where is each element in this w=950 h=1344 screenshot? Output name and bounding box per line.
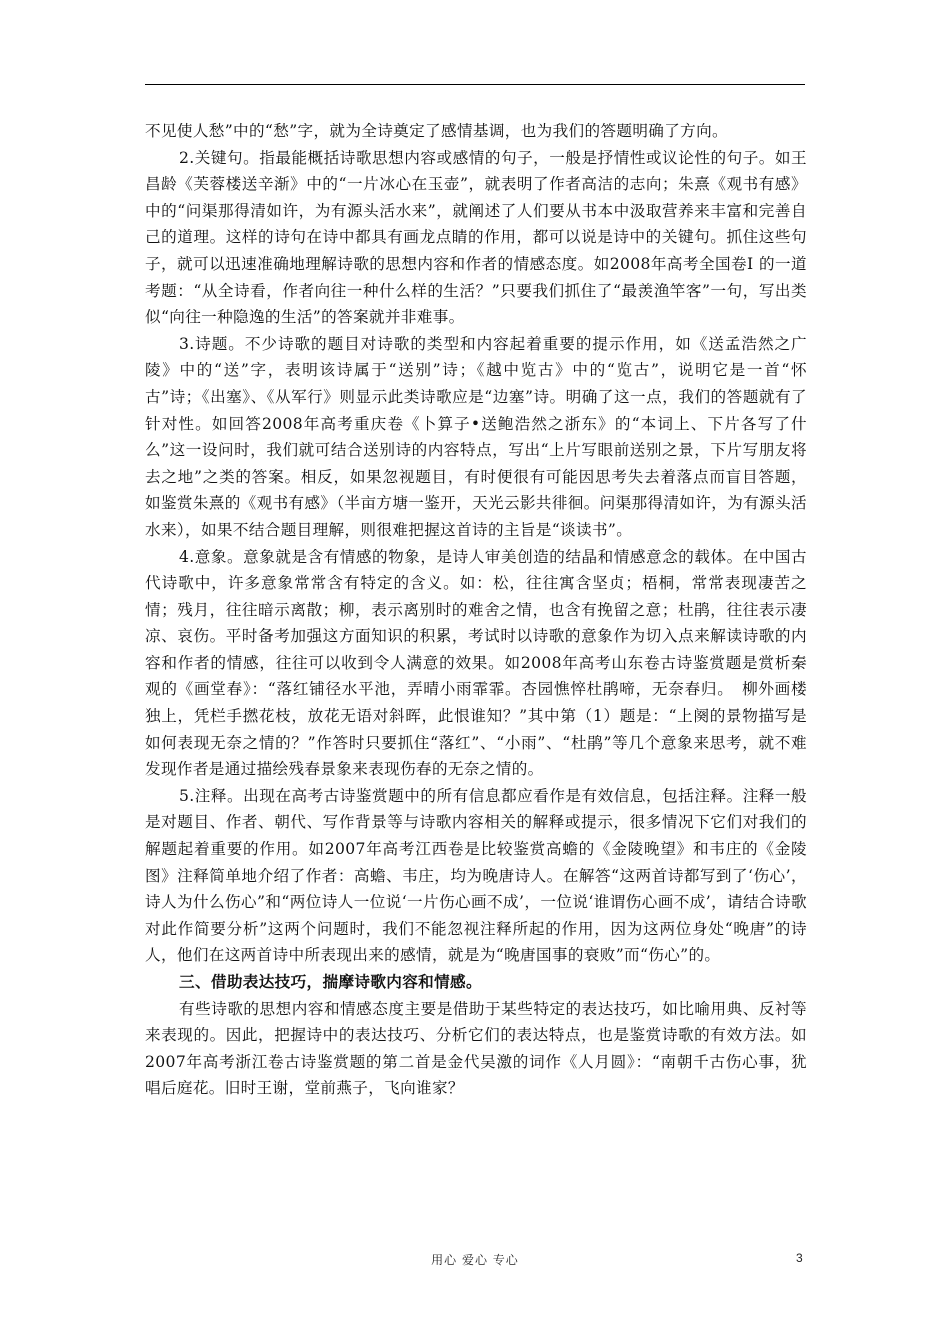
paragraph-poem-title: 3.诗题。不少诗歌的题目对诗歌的类型和内容起着重要的提示作用，如《送孟浩然之广陵》中的“送”字，表明该诗属于“送别”诗；《越中览古》中的“览古”，说明它是一首“怀古”诗；《出塞》、《从军行》则显示此类诗歌应是“边塞”诗。明确了这一点，我们的答题就有了针对性。如回答2008年高考重庆卷《卜算子•送鲍浩然之浙东》的“本词上、下片各写了什么”这一设问时，我们就可结合送别诗的内容特点，写出“上片写眼前送别之景，下片写朋友将去之地”之类的答案。相反，如果忽视题目，有时便很有可能因思考失去着落点而盲目答题，如鉴赏朱熹的《观书有感》（半亩方塘一鉴开，天光云影共徘徊。问渠那得清如许，为有源头活水来），如果不结合题目理解，则很难把握这首诗的主旨是“谈读书”。: [145, 334, 807, 539]
paragraph-key-sentence: 2.关键句。指最能概括诗歌思想内容或感情的句子，一般是抒情性或议论性的句子。如王昌龄《芙蓉楼送辛渐》中的“一片冰心在玉壶”，就表明了作者高洁的志向；朱熹《观书有感》中的“问渠那得清如许，为有源头活水来”，就阐述了人们要从书本中汲取营养来丰富和完善自己的道理。这样的诗句在诗中都具有画龙点睛的作用，都可以说是诗中的关键句。抓住这些句子，就可以迅速准确地理解诗歌的思想内容和作者的情感态度。如2008年高考全国卷Ⅰ 的一道考题：“从全诗看，作者向往一种什么样的生活？”只要我们抓住了“最羡渔竿客”一句，写出类似“向往一种隐逸的生活”的答案就并非难事。: [145, 148, 807, 327]
header-rule: [145, 84, 805, 85]
paragraph-intro-continued: 不见使人愁”中的“愁”字，就为全诗奠定了感情基调，也为我们的答题明确了方向。: [145, 122, 728, 140]
document-body: [145, 118, 807, 1102]
paragraph-imagery: 4.意象。意象就是含有情感的物象，是诗人审美创造的结晶和情感意念的载体。在中国古代诗歌中，许多意象常常含有特定的含义。如：松，往往寓含坚贞；梧桐，常常表现凄苦之情；残月，往往暗示离散；柳，表示离别时的难舍之情，也含有挽留之意；杜鹃，往往表示凄凉、哀伤。平时备考加强这方面知识的积累，考试时以诗歌的意象作为切入点来解读诗歌的内容和作者的情感，往往可以收到令人满意的效果。如2008年高考山东卷古诗鉴赏题是赏析秦观的《画堂春》：“落红铺径水平池，弄晴小雨霏霏。杏园憔悴杜鹃啼，无奈春归。 柳外画楼独上，凭栏手撚花枝，放花无语对斜晖，此恨谁知？”其中第（1）题是：“上阕的景物描写是如何表现无奈之情的？”作答时只要抓住“落红”、“小雨”、“杜鹃”等几个意象来思考，就不难发现作者是通过描绘残春景象来表现伤春的无奈之情的。: [145, 547, 807, 779]
paragraph-expression-techniques: 有些诗歌的思想内容和情感态度主要是借助于某些特定的表达技巧，如比喻用典、反衬等来表现的。因此，把握诗中的表达技巧、分析它们的表达特点，也是鉴赏诗歌的有效方法。如2007年高考浙江卷古诗鉴赏题的第二首是金代吴激的词作《人月圆》：“南朝千古伤心事，犹唱后庭花。旧时王谢，堂前燕子，飞向谁家？: [145, 999, 807, 1098]
page-number: 3: [796, 1251, 803, 1265]
paragraph-annotation: 5.注释。出现在高考古诗鉴赏题中的所有信息都应看作是有效信息，包括注释。注释一般是对题目、作者、朝代、写作背景等与诗歌内容相关的解释或提示，很多情况下它们对我们的解题起着重要的作用。如2007年高考江西卷是比较鉴赏高蟾的《金陵晚望》和韦庄的《金陵图》注释简单地介绍了作者：高蟾、韦庄，均为晚唐诗人。在解答“这两首诗都写到了‘伤心’，诗人为什么伤心”和“两位诗人一位说‘一片伤心画不成’，一位说‘谁谓伤心画不成’，请结合诗歌对此作简要分析”这两个问题时，我们不能忽视注释所起的作用，因为这两位身处“晚唐”的诗人，他们在这两首诗中所表现出来的感情，就是为“晚唐国事的衰败”而“伤心”的。: [145, 786, 807, 965]
section-heading-3: 三、借助表达技巧，揣摩诗歌内容和情感。: [179, 972, 482, 991]
footer-motto: 用心 爱心 专心: [431, 1253, 519, 1267]
